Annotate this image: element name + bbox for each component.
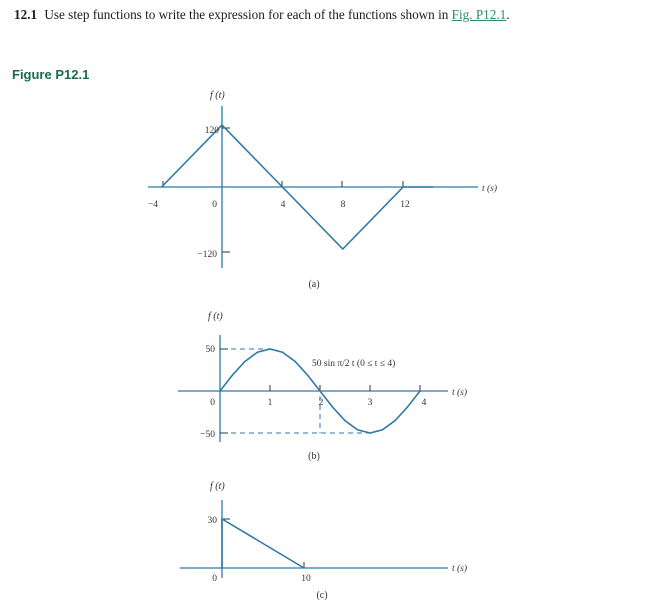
panel-a-xtick-label-4: 4 [280, 200, 286, 210]
panel-a-ytick-label-neg120: −120 [197, 250, 217, 260]
panel-a-ytick-label-0: 0 [212, 200, 217, 210]
panel-c [180, 481, 467, 601]
panel-b-ytick-label-50: 50 [205, 345, 215, 355]
panel-b-ytick-label-neg50: −50 [200, 430, 215, 440]
panel-c-xtick-label-10: 10 [301, 574, 311, 584]
figure-link[interactable]: Fig. P12.1 [451, 7, 507, 22]
panel-b-ytick-label-0: 0 [210, 398, 215, 408]
panel-c-ytick-label-30: 30 [207, 516, 217, 526]
figure-heading: Figure P12.1 [12, 67, 90, 82]
problem-end: . [506, 7, 510, 22]
panel-a-ylabel: f (t) [210, 90, 225, 101]
panel-b-xtick-label-4: 4 [421, 398, 427, 408]
panel-a-xtick-label-12: 12 [400, 200, 410, 210]
panel-b-annotation: 50 sin π/2 t (0 ≤ t ≤ 4) [312, 359, 396, 369]
panel-b [178, 311, 467, 462]
panel-a-xtick-label-neg4: −4 [147, 200, 159, 210]
panel-b-xtick-label-2: 2 [318, 398, 324, 408]
panel-a-ytick-label-120: 120 [204, 126, 219, 136]
panel-a-xlabel: t (s) [482, 184, 498, 194]
panel-b-xtick-label-3: 3 [367, 398, 373, 408]
problem-number: 12.1 [14, 7, 38, 22]
panel-b-caption: (b) [308, 451, 320, 462]
panel-c-series-line [222, 519, 304, 568]
problem-text: Use step functions to write the expression for each of the functions shown in [44, 7, 449, 22]
panel-a-caption: (a) [308, 279, 320, 290]
panel-a-xtick-label-8: 8 [340, 200, 346, 210]
panel-a [148, 90, 497, 290]
panel-c-xlabel: t (s) [452, 564, 468, 574]
panel-b-ylabel: f (t) [208, 311, 223, 322]
panel-b-xtick-label-1: 1 [267, 398, 273, 408]
panel-c-ylabel: f (t) [210, 481, 225, 492]
panel-c-caption: (c) [316, 590, 328, 601]
panel-c-ytick-label-0: 0 [212, 574, 217, 584]
panel-b-xlabel: t (s) [452, 388, 468, 398]
